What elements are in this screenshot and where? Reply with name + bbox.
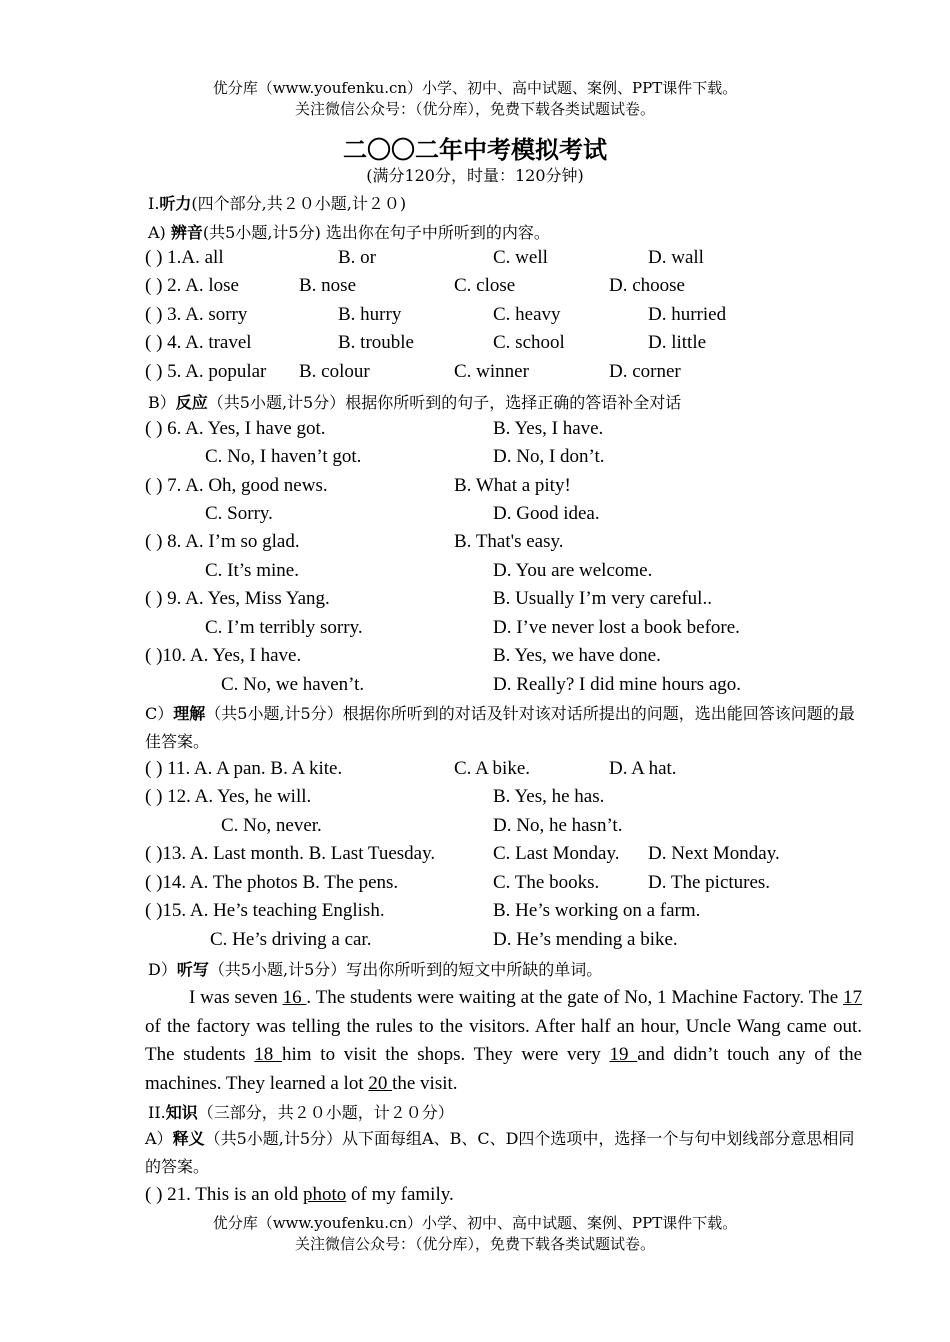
q7-c: C. Sorry. — [205, 503, 273, 524]
q2-b: B. nose — [299, 275, 356, 296]
q15-d: D. He’s mending a bike. — [493, 929, 678, 950]
q9-c: C. I’m terribly sorry. — [205, 617, 363, 638]
q14-d: D. The pictures. — [648, 872, 771, 893]
q11-d: D. A hat. — [609, 758, 677, 779]
header-line-1: 优分库（www.youfenku.cn）小学、初中、高中试题、案例、PPT课件下载。 — [212, 79, 738, 97]
q6-b: B. Yes, I have. — [493, 418, 604, 439]
dictation-passage: I was seven 16 . The students were waiting at the gate of No, 1 Machine Factory. The 17 of the factory was telling the rules to the visitors. After half an hour, Uncle Wang came out. The students 18 him to visit the shops. They were very 19 and didn’t touch any of the machines. They learned a lot 20 the visit. — [145, 987, 863, 1094]
q3-d: D. hurried — [648, 304, 727, 325]
q10-d: D. Really? I did mine hours ago. — [493, 674, 742, 695]
section-d-heading: D）听写（共5小题,计5分）写出你所听到的短文中所缺的单词。 — [148, 960, 603, 979]
q13-a: ( )13. A. Last month. B. Last Tuesday. — [145, 843, 436, 864]
part2-heading: II.知识（三部分，共２０小题，计２０分） — [148, 1103, 454, 1122]
q2-d: D. choose — [609, 275, 685, 296]
q14-a: ( )14. A. The photos B. The pens. — [145, 872, 399, 893]
q10-a: ( )10. A. Yes, I have. — [145, 645, 302, 666]
q1-c: C. well — [493, 247, 548, 268]
q15-b: B. He’s working on a farm. — [493, 900, 701, 921]
section-b-heading: B）反应（共5小题,计5分）根据你所听到的句子，选择正确的答语补全对话 — [148, 393, 682, 412]
q7-b: B. What a pity! — [454, 475, 571, 496]
q5-b: B. colour — [299, 361, 370, 382]
q10-c: C. No, we haven’t. — [221, 674, 365, 695]
section-a-heading: A) 辨音(共5小题,计5分) 选出你在句子中所听到的内容。 — [148, 223, 550, 242]
q4-c: C. school — [493, 332, 565, 353]
q14-c: C. The books. — [493, 872, 600, 893]
footer-line-2: 关注微信公众号：（优分库），免费下载各类试题试卷。 — [294, 1235, 655, 1253]
q13-c: C. Last Monday. — [493, 843, 620, 864]
q11-a: ( ) 11. A. A pan. B. A kite. — [145, 758, 343, 779]
part1-heading: Ⅰ.听力(四个部分,共２０小题,计２０) — [148, 194, 407, 213]
q12-b: B. Yes, he has. — [493, 786, 605, 807]
q10-b: B. Yes, we have done. — [493, 645, 661, 666]
q3-b: B. hurry — [338, 304, 402, 325]
q8-d: D. You are welcome. — [493, 560, 653, 581]
q5-a: ( ) 5. A. popular — [145, 361, 267, 382]
q6-a: ( ) 6. A. Yes, I have got. — [145, 418, 326, 439]
q8-c: C. It’s mine. — [205, 560, 299, 581]
q4-b: B. trouble — [338, 332, 414, 353]
q21: ( ) 21. This is an old photo of my family. — [145, 1184, 454, 1205]
q7-a: ( ) 7. A. Oh, good news. — [145, 475, 328, 496]
q6-d: D. No, I don’t. — [493, 446, 605, 467]
q11-c: C. A bike. — [454, 758, 531, 779]
q15-a: ( )15. A. He’s teaching English. — [145, 900, 385, 921]
q7-d: D. Good idea. — [493, 503, 600, 524]
q5-d: D. corner — [609, 361, 681, 382]
blank-19: 19 — [609, 1044, 638, 1065]
q1-b: B. or — [338, 247, 376, 268]
q13-d: D. Next Monday. — [648, 843, 780, 864]
q8-b: B. That's easy. — [454, 531, 564, 552]
q9-b: B. Usually I’m very careful.. — [493, 588, 712, 609]
blank-17: 17 — [843, 987, 862, 1008]
q1-d: D. wall — [648, 247, 704, 268]
q9-a: ( ) 9. A. Yes, Miss Yang. — [145, 588, 330, 609]
page-title: 二〇〇二年中考模拟考试 — [343, 135, 607, 164]
blank-18: 18 — [254, 1044, 283, 1065]
header-line-2: 关注微信公众号：（优分库），免费下载各类试题试卷。 — [294, 100, 655, 118]
q3-c: C. heavy — [493, 304, 561, 325]
q12-a: ( ) 12. A. Yes, he will. — [145, 786, 312, 807]
q21-underlined-word: photo — [302, 1184, 347, 1205]
q9-d: D. I’ve never lost a book before. — [493, 617, 740, 638]
page-subtitle: (满分120分，时量：120分钟) — [366, 166, 584, 185]
section-c-heading: C）理解（共5小题,计5分）根据你所听到的对话及针对该对话所提出的问题，选出能回答该问题的最佳答案。 — [145, 704, 855, 751]
q3-a: ( ) 3. A. sorry — [145, 304, 248, 325]
q6-c: C. No, I haven’t got. — [205, 446, 362, 467]
q12-c: C. No, never. — [221, 815, 322, 836]
q5-c: C. winner — [454, 361, 529, 382]
q4-d: D. little — [648, 332, 707, 353]
q15-c: C. He’s driving a car. — [210, 929, 372, 950]
q8-a: ( ) 8. A. I’m so glad. — [145, 531, 300, 552]
q2-c: C. close — [454, 275, 516, 296]
q4-a: ( ) 4. A. travel — [145, 332, 252, 353]
footer-line-1: 优分库（www.youfenku.cn）小学、初中、高中试题、案例、PPT课件下载。 — [212, 1214, 738, 1232]
blank-16: 16 — [282, 987, 307, 1008]
q12-d: D. No, he hasn’t. — [493, 815, 623, 836]
section-iia-heading: A）释义（共5小题,计5分）从下面每组A、B、C、D四个选项中，选择一个与句中划线部分意思相同的答案。 — [145, 1129, 855, 1176]
q2-a: ( ) 2. A. lose — [145, 275, 239, 296]
blank-20: 20 — [368, 1072, 393, 1094]
q1-a: ( ) 1.A. all — [145, 247, 224, 268]
